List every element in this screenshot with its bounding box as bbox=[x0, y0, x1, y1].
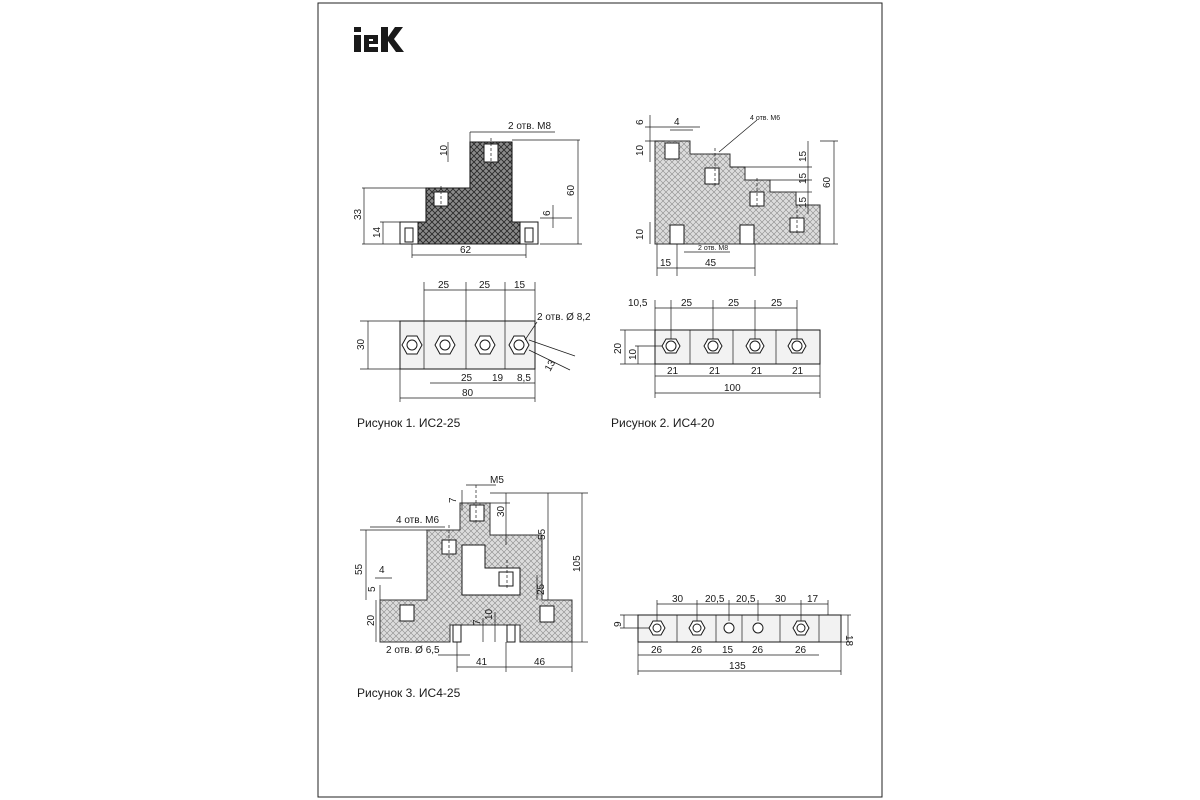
fig1-top-dim-13: 13 bbox=[543, 358, 559, 374]
fig3-dim-46: 46 bbox=[534, 657, 546, 668]
fig1-top-dim-25b: 25 bbox=[479, 280, 491, 291]
fig1-dim-10: 10 bbox=[439, 144, 450, 156]
fig3-top-dim-20-5b: 20,5 bbox=[736, 594, 756, 605]
fig2-dim-15a: 15 bbox=[798, 150, 809, 162]
fig2-top-dim-25a: 25 bbox=[681, 298, 693, 309]
fig2-top-dim-21c: 21 bbox=[751, 366, 763, 377]
fig2-top-dim-21a: 21 bbox=[667, 366, 679, 377]
fig1-holes-m8-label: 2 отв. М8 bbox=[508, 121, 552, 132]
fig3-dim-30: 30 bbox=[496, 505, 507, 517]
figure1-caption: Рисунок 1. ИС2-25 bbox=[357, 416, 461, 430]
fig2-top-dim-25b: 25 bbox=[728, 298, 740, 309]
fig1-top-dim-25a: 25 bbox=[438, 280, 450, 291]
fig1-top-dim-b85: 8,5 bbox=[517, 373, 531, 384]
fig1-dim-33: 33 bbox=[353, 208, 364, 220]
fig1-top-dim-80: 80 bbox=[462, 388, 474, 399]
fig3-dim-105: 105 bbox=[572, 555, 583, 572]
fig3-top-dim-9: 9 bbox=[613, 621, 624, 627]
fig2-dim-6: 6 bbox=[635, 119, 646, 125]
fig2-dim-60: 60 bbox=[822, 176, 833, 188]
fig3-top-dim-15: 15 bbox=[722, 645, 734, 656]
fig3-top-dim-135: 135 bbox=[729, 661, 746, 672]
fig3-top-dim-26c: 26 bbox=[752, 645, 764, 656]
fig3-dim-5: 5 bbox=[367, 586, 378, 592]
fig2-holes-m8-label: 2 отв. М8 bbox=[698, 245, 729, 252]
fig3-top-dim-20-5a: 20,5 bbox=[705, 594, 725, 605]
fig2-top-dim-21b: 21 bbox=[709, 366, 721, 377]
fig1-dim-62: 62 bbox=[460, 245, 472, 256]
fig3-top-dim-18: 18 bbox=[843, 635, 854, 647]
fig3-dim-25: 25 bbox=[536, 583, 547, 595]
fig2-dim-b15: 15 bbox=[660, 258, 672, 269]
fig2-top-dim-21d: 21 bbox=[792, 366, 804, 377]
fig2-top-dim-10-5: 10,5 bbox=[628, 298, 648, 309]
fig2-top-dim-25c: 25 bbox=[771, 298, 783, 309]
fig3-top-dim-26d: 26 bbox=[795, 645, 807, 656]
fig1-top-dim-b25: 25 bbox=[461, 373, 473, 384]
figure2-caption: Рисунок 2. ИС4-20 bbox=[611, 416, 715, 430]
fig3-dim-4: 4 bbox=[379, 565, 385, 576]
fig1-dim-6: 6 bbox=[542, 210, 553, 216]
fig2-dim-15b: 15 bbox=[798, 172, 809, 184]
fig3-top-dim-17: 17 bbox=[807, 594, 819, 605]
fig3-top-dim-30b: 30 bbox=[775, 594, 787, 605]
fig1-top-dim-15: 15 bbox=[514, 280, 526, 291]
fig2-holes-m6-label: 4 отв. М6 bbox=[750, 115, 781, 122]
figure3-caption: Рисунок 3. ИС4-25 bbox=[357, 686, 461, 700]
fig3-holes-label: 2 отв. Ø 6,5 bbox=[386, 645, 440, 656]
fig3-holes-m6-label: 4 отв. М6 bbox=[396, 515, 440, 526]
fig3-m5-label: М5 bbox=[490, 475, 504, 486]
fig2-dim-15c: 15 bbox=[798, 196, 809, 208]
fig3-dim-7b: 7 bbox=[472, 619, 483, 625]
fig2-dim-10a: 10 bbox=[635, 144, 646, 156]
fig1-dim-60: 60 bbox=[566, 184, 577, 196]
fig3-top-dim-30a: 30 bbox=[672, 594, 684, 605]
page-border bbox=[318, 3, 882, 797]
fig3-top-dim-26a: 26 bbox=[651, 645, 663, 656]
fig3-dim-7a: 7 bbox=[448, 497, 459, 503]
fig2-dim-4: 4 bbox=[674, 117, 680, 128]
fig3-dim-55b: 55 bbox=[354, 563, 365, 575]
fig2-top-dim-100: 100 bbox=[724, 383, 741, 394]
fig1-dim-14: 14 bbox=[372, 226, 383, 238]
fig3-dim-55a: 55 bbox=[537, 528, 548, 540]
fig3-dim-20: 20 bbox=[366, 614, 377, 626]
fig1-top-dim-30: 30 bbox=[356, 338, 367, 350]
fig1-holes-label: 2 отв. Ø 8,2 bbox=[537, 312, 591, 323]
fig1-top-dim-b19: 19 bbox=[492, 373, 504, 384]
fig2-dim-10b: 10 bbox=[635, 228, 646, 240]
fig3-dim-41: 41 bbox=[476, 657, 488, 668]
fig2-top-dim-20: 20 bbox=[613, 342, 624, 354]
fig3-dim-10: 10 bbox=[484, 608, 495, 620]
fig2-top-dim-10: 10 bbox=[628, 348, 639, 360]
fig3-top-dim-26b: 26 bbox=[691, 645, 703, 656]
fig2-dim-b45: 45 bbox=[705, 258, 717, 269]
